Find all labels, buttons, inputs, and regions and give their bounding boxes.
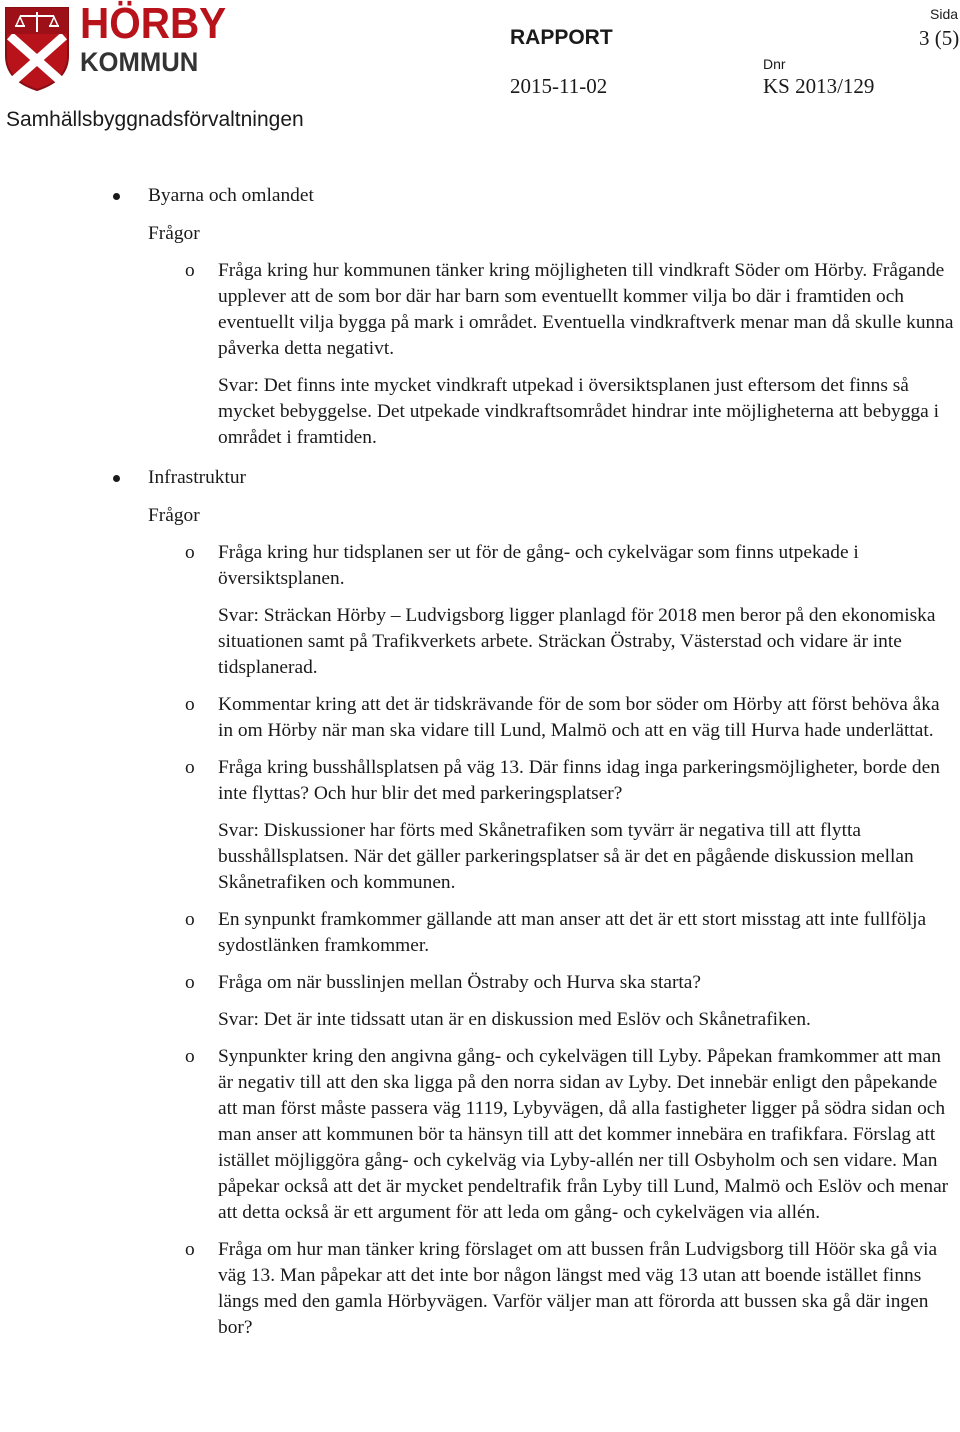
coat-of-arms-icon	[4, 6, 70, 92]
answer-text: Svar: Det finns inte mycket vindkraft utpekad i översiktsplanen just eftersom det finns så mycket bebyggelse. Det utpekade vindkraftsområdet hindrar inte möjligheterna att bebygga i området i framtiden.	[218, 375, 939, 448]
document-body	[0, 180, 960, 1341]
circle-marker-icon: o	[185, 694, 195, 715]
logo-wordmark	[80, 2, 239, 76]
document-type: RAPPORT	[510, 26, 613, 49]
section-subheading: Frågor	[148, 223, 200, 244]
logo-line2: KOMMUN	[80, 47, 199, 77]
section-title	[0, 465, 960, 491]
list-item-text: Kommentar kring att det är tidskrävande för de som bor söder om Hörby att först behöva åka in om Hörby när man ska vidare till Lund, Malmö och att en väg till Hurva hade underlättat.	[218, 694, 940, 741]
list-item	[0, 907, 960, 959]
page-label: Sida	[930, 6, 959, 22]
circle-marker-icon: o	[185, 542, 195, 563]
list-item	[0, 755, 960, 807]
logo-line1: HÖRBY	[80, 0, 227, 48]
section-title	[0, 183, 960, 209]
section-infrastruktur	[0, 465, 960, 1341]
circle-marker-icon: o	[185, 909, 195, 930]
department-name: Samhällsbyggnadsförvaltningen	[6, 108, 304, 131]
section-subheading: Frågor	[148, 505, 200, 526]
answer-text: Svar: Diskussioner har förts med Skånetrafiken som tyvärr är negativa till att flytta busshållsplatsen. När det gäller parkeringsplatser så är det en pågående diskussion mellan Skånetrafiken och kommunen.	[218, 820, 914, 893]
list-item-text: Fråga kring hur tidsplanen ser ut för de gång- och cykelvägar som finns utpekade i översiktsplanen.	[218, 542, 859, 589]
list-item	[0, 1044, 960, 1226]
list-item-text: Fråga om hur man tänker kring förslaget om att bussen från Ludvigsborg till Höör ska gå via väg 13. Man påpekar att det inte bor någon längst med väg 13 utan att boende istället finns längs med den gamla Hörbyvägen. Varför väljer man att förorda att bussen ska gå där ingen bor?	[218, 1239, 938, 1338]
list-item	[0, 1237, 960, 1341]
list-item-text: Synpunkter kring den angivna gång- och cykelvägen till Lyby. Påpekan framkommer att man är negativ till att den ska ligga på den norra sidan av Lyby. Det innebär enligt den påpekande att man först måste passera väg 1119, Lybyvägen, då alla fastigheter ligger på södra sidan och man anser att kommunen bör ta hänsyn till att det kommer innebära en trafikfara. Förslag att istället möjliggöra gång- och cykelväg via Lyby-allén ner till Osbyholm och sen vidare. Man påpekar också att det är mycket pendeltrafik från Lyby till Lund, Malmö och Eslöv och menar att detta också är ett argument för att leda om gång- och cykelvägen via allén.	[218, 1046, 949, 1223]
bullet-icon	[113, 475, 120, 482]
bullet-icon	[113, 193, 120, 200]
list-item	[0, 258, 960, 362]
answer-text: Svar: Sträckan Hörby – Ludvigsborg ligger planlagd för 2018 men beror på den ekonomiska situationen samt på Trafikverkets arbete. Sträckan Östraby, Västerstad och vidare är inte tidsplanerad.	[218, 605, 936, 678]
dnr-label: Dnr	[763, 56, 786, 72]
section-title-text: Infrastruktur	[148, 467, 246, 488]
list-item-text: Fråga om när busslinjen mellan Östraby och Hurva ska starta?	[218, 972, 702, 993]
circle-marker-icon: o	[185, 1239, 195, 1260]
section-byarna	[0, 183, 960, 451]
page-number: 3 (5)	[919, 26, 960, 50]
list-item-text: Fråga kring hur kommunen tänker kring möjligheten till vindkraft Söder om Hörby. Frågande upplever att de som bor där har barn som eventuellt kommer vilja bo där i framtiden och eventuellt vilja bygga på mark i området. Eventuella vindkraftverk menar man då skulle kunna påverka detta negativt.	[218, 260, 954, 359]
answer-text: Svar: Det är inte tidssatt utan är en diskussion med Eslöv och Skånetrafiken.	[218, 1009, 811, 1030]
list-item	[0, 970, 960, 996]
circle-marker-icon: o	[185, 757, 195, 778]
dnr-value: KS 2013/129	[763, 74, 875, 98]
document-date: 2015-11-02	[510, 74, 608, 98]
list-item	[0, 540, 960, 592]
list-item-text: Fråga kring busshållsplatsen på väg 13. Där finns idag inga parkeringsmöjligheter, borde den inte flyttas? Och hur blir det med parkeringsplatser?	[218, 757, 940, 804]
list-item-text: En synpunkt framkommer gällande att man anser att det är ett stort misstag att inte fullfölja sydostlänken framkommer.	[218, 909, 927, 956]
circle-marker-icon: o	[185, 1046, 195, 1067]
list-item	[0, 692, 960, 744]
circle-marker-icon: o	[185, 972, 195, 993]
section-title-text: Byarna och omlandet	[148, 185, 314, 206]
circle-marker-icon: o	[185, 260, 195, 281]
